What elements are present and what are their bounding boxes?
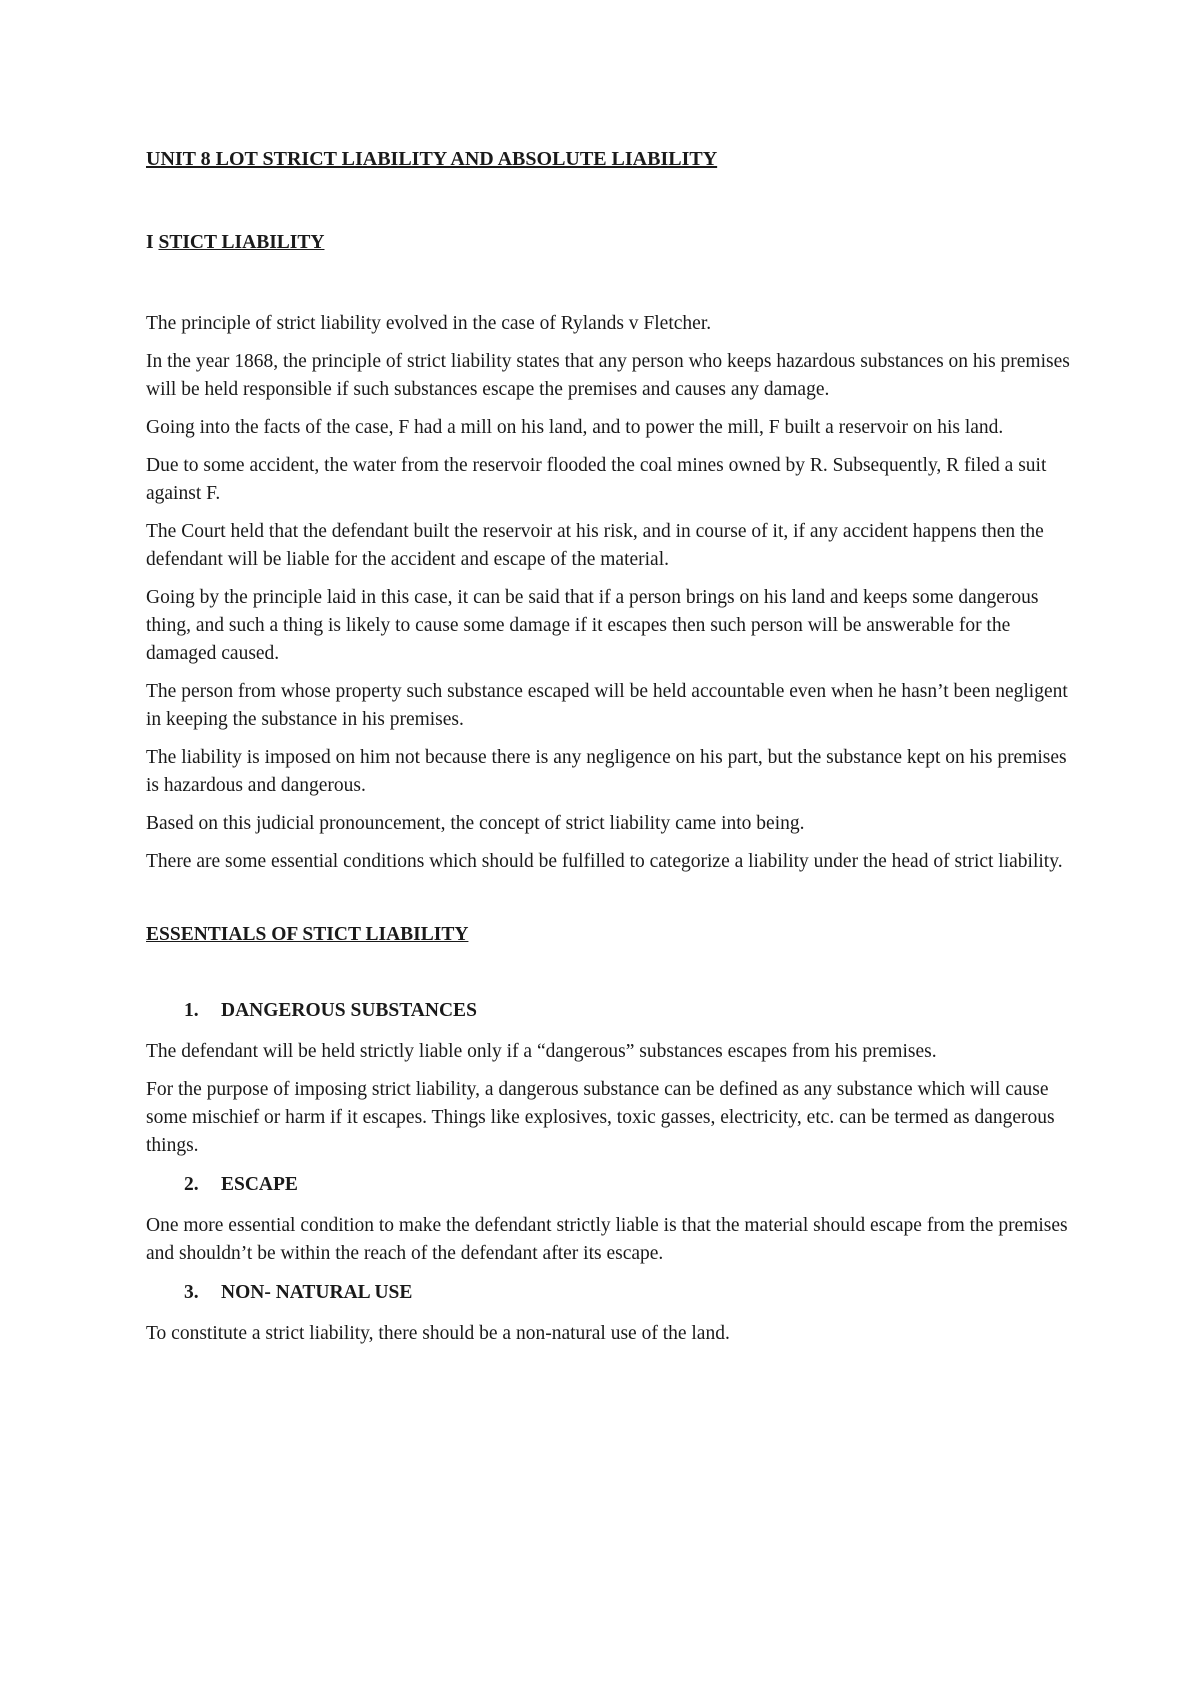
list-item-number: 2.: [184, 1174, 199, 1195]
section-number: I: [146, 232, 159, 253]
list-item-heading: [146, 1170, 1071, 1200]
paragraph: One more essential condition to make the defendant strictly liable is that the material should escape from the premises and shouldn’t be within the reach of the defendant after its escape.: [146, 1215, 1068, 1264]
paragraph: The defendant will be held strictly liable only if a “dangerous” substances escapes from his premises.: [146, 1041, 937, 1062]
list-item-number: 1.: [184, 1000, 199, 1021]
list-item-heading: [146, 996, 1071, 1026]
paragraph: There are some essential conditions which should be fulfilled to categorize a liability under the head of strict liability.: [146, 851, 1063, 872]
paragraph: The liability is imposed on him not because there is any negligence on his part, but the substance kept on his premises is hazardous and dangerous.: [146, 747, 1067, 796]
list-item-number: 3.: [184, 1282, 199, 1303]
list-item-title: NON- NATURAL USE: [221, 1282, 413, 1303]
section-label: STICT LIABILITY: [158, 232, 325, 253]
paragraph: To constitute a strict liability, there should be a non-natural use of the land.: [146, 1323, 730, 1344]
paragraph: In the year 1868, the principle of strict liability states that any person who keeps hazardous substances on his premises will be held responsible if such substances escape the premises and causes any damage.: [146, 351, 1070, 400]
paragraph: Going by the principle laid in this case, it can be said that if a person brings on his land and keeps some dangerous thing, and such a thing is likely to cause some damage if it escapes then such person will be answerable for the damaged caused.: [146, 587, 1039, 664]
paragraph: For the purpose of imposing strict liability, a dangerous substance can be defined as any substance which will cause some mischief or harm if it escapes. Things like explosives, toxic gasses, electricity, etc. can be termed as dangerous things.: [146, 1079, 1055, 1156]
paragraph: Due to some accident, the water from the reservoir flooded the coal mines owned by R. Subsequently, R filed a suit against F.: [146, 455, 1047, 504]
list-item-heading: [146, 1278, 1071, 1308]
section-heading-essentials: ESSENTIALS OF STICT LIABILITY: [146, 924, 469, 945]
paragraph: Based on this judicial pronouncement, the concept of strict liability came into being.: [146, 813, 805, 834]
document-body: [146, 144, 1071, 1358]
list-item-title: DANGEROUS SUBSTANCES: [221, 1000, 477, 1021]
paragraph: The Court held that the defendant built the reservoir at his risk, and in course of it, if any accident happens then the defendant will be liable for the accident and escape of the material.: [146, 521, 1044, 570]
section-heading-strict-liability: [146, 228, 1071, 258]
paragraph: The person from whose property such substance escaped will be held accountable even when he hasn’t been negligent in keeping the substance in his premises.: [146, 681, 1068, 730]
paragraph: Going into the facts of the case, F had a mill on his land, and to power the mill, F built a reservoir on his land.: [146, 417, 1004, 438]
document-title: UNIT 8 LOT STRICT LIABILITY AND ABSOLUTE LIABILITY: [146, 148, 718, 170]
section-paragraphs: [146, 310, 1071, 876]
paragraph: The principle of strict liability evolved in the case of Rylands v Fletcher.: [146, 313, 712, 334]
essentials-list: [146, 996, 1071, 1348]
list-item-title: ESCAPE: [221, 1174, 298, 1195]
